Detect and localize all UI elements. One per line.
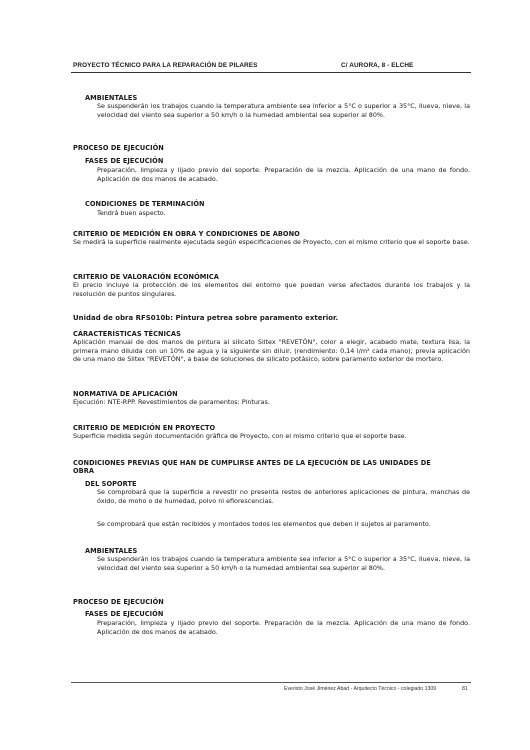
header-rule [71, 72, 471, 73]
paragraph-terminacion: Tendrá buen aspecto. [97, 209, 166, 217]
section-heading-valoracion: CRITERIO DE VALORACIÓN ECONÓMICA [73, 273, 219, 281]
section-heading-normativa: NORMATIVA DE APLICACIÓN [73, 390, 178, 398]
paragraph-medicion-proyecto: Superficie medida según documentación gráfica de Proyecto, con el mismo criterio que el soporte base. [73, 432, 407, 440]
section-heading-ambientales-2: AMBIENTALES [85, 547, 138, 555]
section-heading-medicion-abono: CRITERIO DE MEDICIÓN EN OBRA Y CONDICIONES DE ABONO [73, 230, 300, 238]
section-heading-ambientales: AMBIENTALES [85, 94, 138, 102]
section-heading-proceso: PROCESO DE EJECUCIÓN [73, 144, 164, 152]
paragraph-ambientales-2: Se suspenderán los trabajos cuando la temperatura ambiente sea inferior a 5°C o superior a 35°C, llueva, nieve, la velocidad del viento sea superior a 50 km/h o la humedad ambiental sea superior al 80%. [97, 555, 470, 572]
project-title: PROYECTO TÉCNICO PARA LA REPARACIÓN DE PILARES [73, 62, 258, 69]
footer-rule [71, 682, 471, 683]
paragraph-fases-2: Preparación, limpieza y lijado previo del soporte. Preparación de la mezcla. Aplicación de una mano de fondo. Aplicación de dos manos de acabado. [97, 619, 470, 636]
paragraph-soporte-elementos: Se comprobará que están recibidos y montados todos los elementos que deben ir sujetos al paramento. [97, 520, 431, 528]
unit-title: Unidad de obra RFS010b: Pintura petrea sobre paramento exterior. [73, 314, 339, 322]
page-number: 81 [462, 686, 468, 692]
section-heading-caracteristicas: CARACTERÍSTICAS TÉCNICAS [73, 330, 181, 338]
paragraph-caracteristicas: Aplicación manual de dos manos de pintura al silicato Siltex "REVETÓN", color a elegir, acabado mate, textura lisa, la primera mano diluida con un 10% de agua y la siguiente sin diluir, (rendimiento: 0,14 l/m² cada mano); previa aplicación de una mano de Siltex "REVETÓN", a base de soluciones de silicato potásico, sobre paramento exterior de mortero. [73, 338, 470, 364]
paragraph-valoracion: El precio incluye la protección de los elementos del entorno que puedan verse afectados durante los trabajos y la resolución de puntos singulares. [73, 281, 470, 298]
paragraph-fases: Preparación, limpieza y lijado previo del soporte. Preparación de la mezcla. Aplicación de una mano de fondo. Aplicación de dos manos de acabado. [97, 166, 470, 183]
subheading-fases-2: FASES DE EJECUCIÓN [85, 610, 164, 618]
section-heading-proceso-2: PROCESO DE EJECUCIÓN [73, 598, 164, 606]
paragraph-ambientales: Se suspenderán los trabajos cuando la temperatura ambiente sea inferior a 5°C o superior a 35°C, llueva, nieve, la velocidad del viento sea superior a 50 km/h o la humedad ambiental sea superior al 80%. [97, 102, 470, 119]
section-heading-condiciones-previas-line2: OBRA [73, 467, 95, 475]
section-heading-medicion-proyecto: CRITERIO DE MEDICIÓN EN PROYECTO [73, 424, 216, 432]
section-heading-condiciones-previas: CONDICIONES PREVIAS QUE HAN DE CUMPLIRSE ANTES DE LA EJECUCIÓN DE LAS UNIDADES DE [73, 459, 431, 467]
paragraph-soporte: Se comprobará que la superficie a revestir no presenta restos de anteriores aplicaciones de pintura, manchas de óxido, de moho o de humedad, polvo ni eflorescencias. [97, 488, 470, 505]
footer-author: Everisto José Jiménez Abad - Arquitecto Técnico - colegiado 1309 [284, 686, 437, 692]
project-address: C/ AURORA, 8 - ELCHE [341, 62, 414, 69]
paragraph-normativa: Ejecución: NTE-RPP. Revestimientos de paramentos: Pinturas. [73, 398, 270, 406]
subheading-soporte: DEL SOPORTE [85, 480, 137, 488]
subheading-terminacion: CONDICIONES DE TERMINACIÓN [85, 200, 205, 208]
subheading-fases: FASES DE EJECUCIÓN [85, 157, 164, 165]
paragraph-medicion-abono: Se medirá la superficie realmente ejecutada según especificaciones de Proyecto, con el mismo criterio que el soporte base. [73, 238, 470, 246]
